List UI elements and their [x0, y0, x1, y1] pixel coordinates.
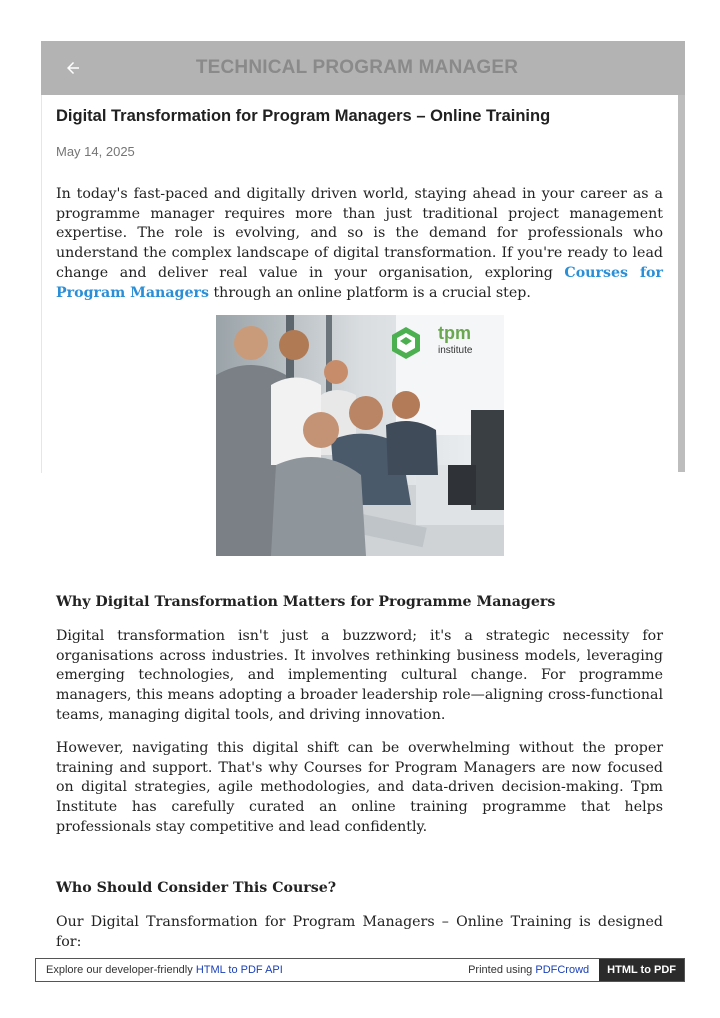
intro-text-after: through an online platform is a crucial step.	[208, 284, 531, 301]
html-to-pdf-button[interactable]: HTML to PDF	[599, 959, 684, 981]
footer-left	[36, 964, 468, 976]
courses-link[interactable]: Courses for Program Managers	[56, 264, 663, 301]
post-date: May 14, 2025	[56, 144, 135, 159]
post-title: Digital Transformation for Program Managers – Online Training	[56, 107, 551, 125]
section1-paragraph-1: Digital transformation isn't just a buzzword; it's a strategic necessity for organisations across industries. It involves rethinking business models, leveraging emerging technologies, and implementing cultural change. For programme managers, this means adopting a broader leadership role—aligning cross-functional teams, managing digital tools, and driving innovation.	[56, 628, 663, 723]
logo-text: tpm	[438, 323, 471, 343]
footer-left-text: Explore our developer-friendly	[46, 964, 196, 976]
footer-mid	[468, 964, 599, 976]
app-header	[41, 41, 685, 95]
hero-image	[216, 315, 504, 556]
section-heading-why: Why Digital Transformation Matters for Programme Managers	[56, 594, 556, 610]
arrow-left-icon	[64, 59, 82, 77]
scrollbar[interactable]	[678, 95, 685, 472]
back-button[interactable]	[57, 52, 89, 84]
logo-subtext: institute	[438, 345, 473, 356]
section1-paragraph-2: However, navigating this digital shift can be overwhelming without the proper training and support. That's why Courses for Program Managers are now focused on digital strategies, agile methodologies, and data-driven decision-making. Tpm Institute has carefully curated an online training programme that helps professionals stay competitive and lead confidently.	[56, 740, 663, 835]
html-to-pdf-api-link[interactable]: HTML to PDF API	[195, 964, 283, 976]
pdfcrowd-link[interactable]: PDFCrowd	[535, 964, 590, 976]
section-heading-who: Who Should Consider This Course?	[56, 880, 337, 896]
section2-paragraph-1: Our Digital Transformation for Program Managers – Online Training is designed for:	[56, 914, 663, 950]
pdf-footer-bar	[35, 958, 685, 982]
intro-text-before: In today's fast-paced and digitally driven world, staying ahead in your career as a programme manager requires more than just traditional project management expertise. The role is evolving, and so is the demand for professionals who understand the complex landscape of digital transformation. If you're ready to lead change and deliver real value in your organisation, exploring	[56, 186, 663, 281]
footer-mid-text: Printed using	[468, 964, 536, 976]
page-header-title: TECHNICAL PROGRAM MANAGER	[195, 57, 519, 78]
intro-paragraph	[56, 185, 663, 303]
